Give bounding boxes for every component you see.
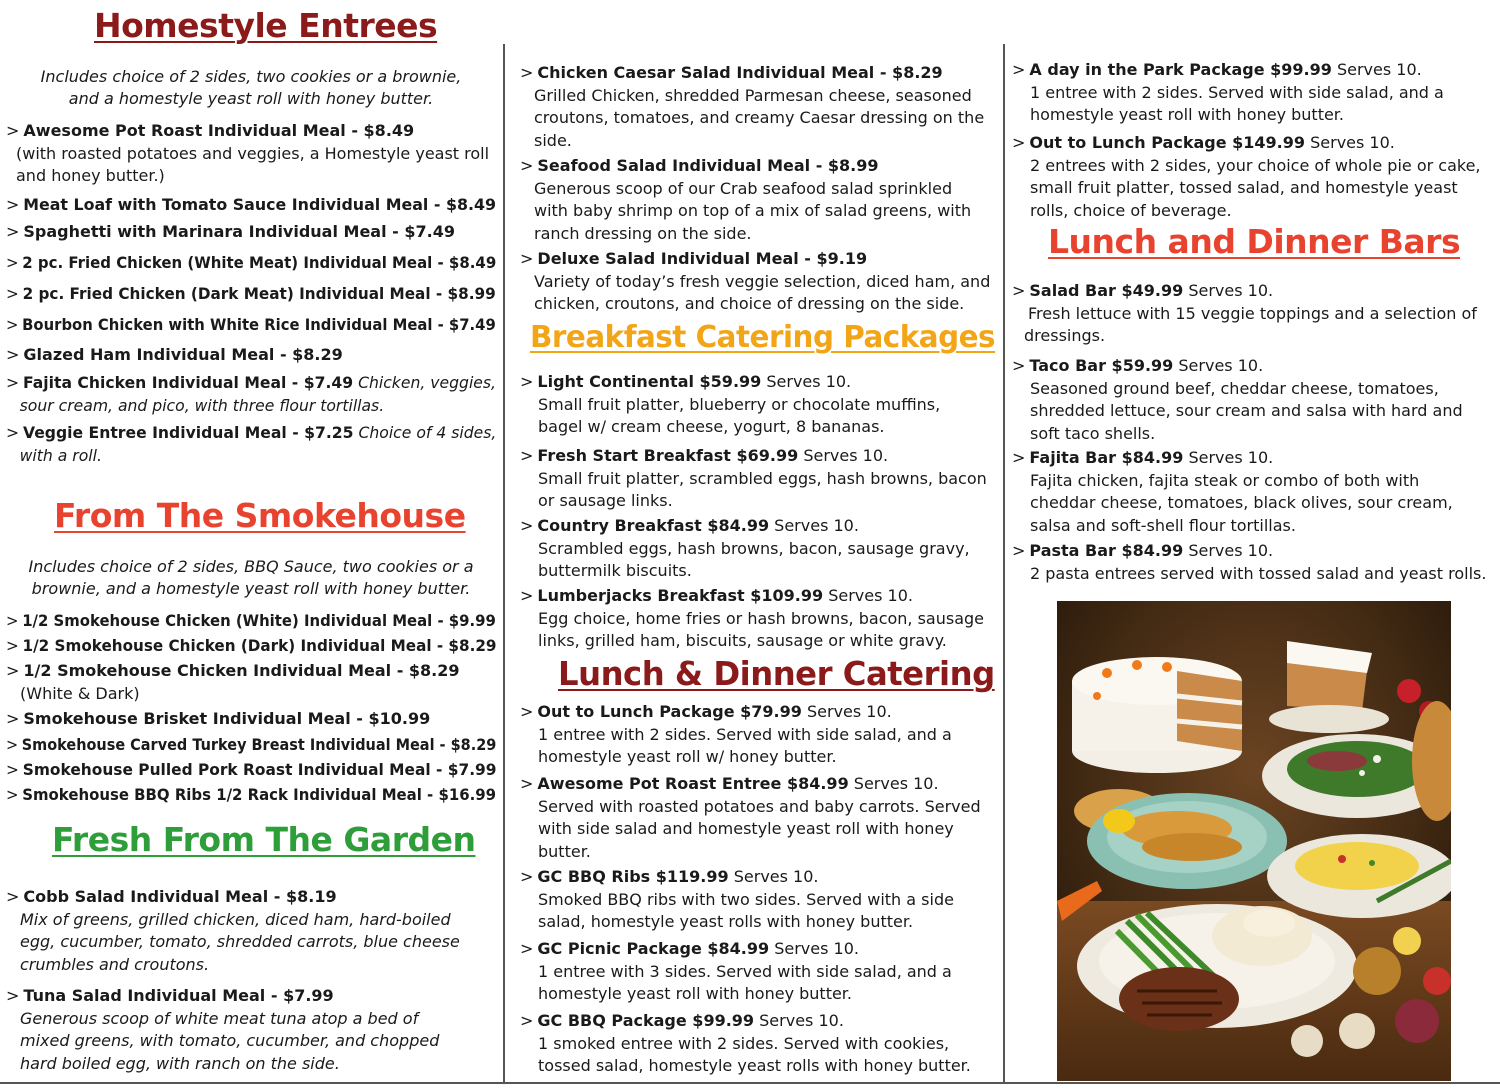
item-desc: mixed greens, with tomato, cucumber, and chopped: [20, 1031, 440, 1050]
column-divider-right: [1003, 44, 1005, 1084]
garden-item-cobb-salad: > Cobb Salad Individual Meal - $8.19 Mix of greens, grilled chicken, diced ham, hard-boiled egg, cucumber, tomato, shredded carrots, blue cheese crumbles and croutons.: [6, 886, 460, 976]
item-desc: Scrambled eggs, hash browns, bacon, sausage gravy,: [538, 538, 970, 558]
item-desc: Small fruit platter, scrambled eggs, hash browns, bacon: [538, 468, 987, 488]
smokehouse-item-pulled-pork: > Smokehouse Pulled Pork Roast Individual Meal - $7.99: [6, 760, 497, 779]
item-desc: sour cream, and pico, with three flour tortillas.: [19, 395, 385, 415]
homestyle-intro-line-1: Includes choice of 2 sides, two cookies or a brownie,: [40, 67, 462, 86]
item-name: Taco Bar $59.99: [1029, 356, 1174, 375]
item-desc: 2 entrees with 2 sides, your choice of whole pie or cake,: [1030, 155, 1481, 175]
homestyle-item-fajita-chicken: > Fajita Chicken Individual Meal - $7.49 Chicken, veggies, sour cream, and pico, with three flour tortillas.: [6, 372, 496, 417]
item-serves: Serves 10.: [1178, 356, 1264, 375]
homestyle-item-pot-roast: > Awesome Pot Roast Individual Meal - $8.49 (with roasted potatoes and veggies, a Homestyle yeast roll and honey butter.): [6, 120, 489, 188]
item-desc: chicken, croutons, and choice of dressing on the side.: [534, 294, 965, 313]
item-name: Fajita Chicken Individual Meal - $7.49: [22, 373, 354, 392]
item-name: 2 pc. Fried Chicken (White Meat) Individual Meal - $8.49: [22, 253, 497, 272]
item-name: Glazed Ham Individual Meal - $8.29: [23, 345, 343, 364]
item-desc: buttermilk biscuits.: [538, 561, 692, 580]
item-serves: Serves 10.: [1336, 60, 1422, 79]
item-serves: Serves 10.: [803, 446, 889, 465]
item-desc: 1 entree with 3 sides. Served with side salad, and a: [538, 961, 952, 981]
item-desc: crumbles and croutons.: [20, 954, 210, 974]
item-serves: Serves 10.: [774, 516, 859, 535]
smokehouse-item-ribs: > Smokehouse BBQ Ribs 1/2 Rack Individual Meal - $16.99: [6, 785, 497, 804]
item-serves: Serves 10.: [733, 867, 819, 886]
food-illustration: [1057, 601, 1451, 1081]
package-item-day-in-park: > A day in the Park Package $99.99 Serves 10. 1 entree with 2 sides. Served with side salad, and a homestyle yeast roll with honey butter.: [1012, 59, 1444, 127]
item-name: Salad Bar $49.99: [1029, 281, 1184, 300]
item-name: 2 pc. Fried Chicken (Dark Meat) Individual Meal - $8.99: [22, 284, 496, 303]
item-name: Chicken Caesar Salad Individual Meal - $8.29: [537, 63, 943, 82]
item-desc: Mix of greens, grilled chicken, diced ham, hard-boiled: [20, 909, 451, 929]
item-name: Spaghetti with Marinara Individual Meal - $7.49: [23, 222, 455, 241]
item-name: Out to Lunch Package $149.99: [1029, 133, 1306, 152]
homestyle-intro-line-2: and a homestyle yeast roll with honey butter.: [68, 89, 434, 108]
homestyle-item-bourbon-chicken: > Bourbon Chicken with White Rice Individual Meal - $7.49: [6, 315, 496, 334]
homestyle-item-glazed-ham: > Glazed Ham Individual Meal - $8.29: [6, 345, 343, 364]
item-desc: croutons, tomatoes, and creamy Caesar dressing on the: [534, 108, 985, 127]
item-name: Out to Lunch Package $79.99: [537, 702, 802, 721]
item-desc: ranch dressing on the side.: [534, 223, 752, 243]
smokehouse-item-chicken-dark: > 1/2 Smokehouse Chicken (Dark) Individual Meal - $8.29: [6, 636, 497, 655]
breakfast-item-fresh-start: > Fresh Start Breakfast $69.99 Serves 10. Small fruit platter, scrambled eggs, hash browns, bacon or sausage links.: [520, 445, 987, 513]
item-name: Country Breakfast $84.99: [537, 516, 770, 535]
garden-title: Fresh From The Garden: [52, 820, 476, 859]
smokehouse-item-chicken-white: > 1/2 Smokehouse Chicken (White) Individual Meal - $9.99: [6, 611, 496, 630]
bar-item-taco: > Taco Bar $59.99 Serves 10. Seasoned ground beef, cheddar cheese, tomatoes, shredded lettuce, sour cream and salsa with hard and soft taco shells.: [1012, 355, 1463, 445]
item-desc: butter.: [538, 841, 591, 861]
item-name: Awesome Pot Roast Entree $84.99: [537, 774, 849, 793]
item-name: Bourbon Chicken with White Rice Individual Meal - $7.49: [22, 315, 496, 334]
item-desc: Smoked BBQ ribs with two sides. Served with a side: [538, 889, 954, 909]
item-name: Seafood Salad Individual Meal - $8.99: [537, 156, 879, 175]
item-serves: Serves 10.: [1188, 281, 1274, 300]
salad-item-deluxe: > Deluxe Salad Individual Meal - $9.19 Variety of today’s fresh veggie selection, diced ham, and chicken, croutons, and choice of dressing on the side.: [520, 248, 990, 316]
item-desc-inline: Chicken, veggies,: [358, 373, 496, 392]
item-name: GC BBQ Package $99.99: [537, 1011, 755, 1030]
item-desc: Grilled Chicken, shredded Parmesan cheese, seasoned: [534, 85, 972, 105]
item-desc: 1 smoked entree with 2 sides. Served with cookies,: [538, 1033, 950, 1053]
bar-item-fajita: > Fajita Bar $84.99 Serves 10. Fajita chicken, fajita steak or combo of both with cheddar cheese, tomatoes, black olives, sour cream, salsa and soft-shell flour tortillas.: [1012, 447, 1453, 537]
smokehouse-item-chicken-mixed: > 1/2 Smokehouse Chicken Individual Meal - $8.29 (White & Dark): [6, 660, 460, 705]
item-desc: Served with roasted potatoes and baby carrots. Served: [538, 796, 981, 816]
item-serves: Serves 10.: [1310, 133, 1395, 152]
item-name: 1/2 Smokehouse Chicken (Dark) Individual Meal - $8.29: [22, 636, 497, 655]
item-name: Cobb Salad Individual Meal - $8.19: [23, 887, 337, 906]
item-desc: (White & Dark): [20, 683, 140, 703]
item-desc: egg, cucumber, tomato, shredded carrots, blue cheese: [20, 932, 460, 951]
package-item-out-to-lunch: > Out to Lunch Package $149.99 Serves 10. 2 entrees with 2 sides, your choice of whole pie or cake, small fruit platter, tossed salad, and homestyle yeast rolls, choice of beverage.: [1012, 132, 1481, 222]
item-name: Fresh Start Breakfast $69.99: [537, 446, 799, 465]
item-desc: homestyle yeast roll with honey butter.: [1030, 105, 1344, 124]
item-name: A day in the Park Package $99.99: [1029, 60, 1332, 79]
salad-item-seafood: > Seafood Salad Individual Meal - $8.99 Generous scoop of our Crab seafood salad sprinkled with baby shrimp on top of a mix of salad greens, with ranch dressing on the side.: [520, 155, 971, 245]
item-name: GC BBQ Ribs $119.99: [537, 867, 729, 886]
item-serves: Serves 10.: [766, 372, 852, 391]
item-name: Meat Loaf with Tomato Sauce Individual Meal - $8.49: [23, 195, 497, 214]
item-desc: with baby shrimp on top of a mix of salad greens, with: [534, 201, 972, 220]
item-desc: 1 entree with 2 sides. Served with side salad, and a: [1030, 82, 1444, 102]
item-name: 1/2 Smokehouse Chicken (White) Individual Meal - $9.99: [22, 611, 496, 630]
lunch-dinner-bars-title: Lunch and Dinner Bars: [1048, 222, 1461, 261]
item-desc: homestyle yeast roll w/ honey butter.: [538, 747, 837, 766]
item-desc: Variety of today’s fresh veggie selection, diced ham, and: [534, 271, 991, 291]
item-serves: Serves 10.: [806, 702, 892, 721]
item-desc: salsa and soft-shell flour tortillas.: [1030, 515, 1296, 535]
item-name: 1/2 Smokehouse Chicken Individual Meal - $8.29: [23, 661, 460, 680]
item-desc: soft taco shells.: [1030, 423, 1156, 443]
bar-item-salad: > Salad Bar $49.99 Serves 10. Fresh lettuce with 15 veggie toppings and a selection of dressings.: [1012, 280, 1477, 348]
item-name: Smokehouse Brisket Individual Meal - $10.99: [23, 709, 431, 728]
item-serves: Serves 10.: [1188, 541, 1274, 560]
item-name: Deluxe Salad Individual Meal - $9.19: [537, 249, 868, 268]
item-name: Fajita Bar $84.99: [1029, 448, 1184, 467]
item-desc: shredded lettuce, sour cream and salsa with hard and: [1030, 401, 1463, 420]
item-desc: cheddar cheese, tomatoes, black olives, sour cream,: [1030, 493, 1453, 512]
homestyle-item-fried-chicken-white: > 2 pc. Fried Chicken (White Meat) Individual Meal - $8.49: [6, 253, 497, 272]
item-desc: tossed salad, homestyle yeast rolls with honey butter.: [538, 1056, 971, 1075]
lunch-item-pot-roast: > Awesome Pot Roast Entree $84.99 Serves 10. Served with roasted potatoes and baby carrots. Served with side salad and homestyle yeast roll with honey butter.: [520, 773, 981, 863]
lunch-item-bbq-package: > GC BBQ Package $99.99 Serves 10. 1 smoked entree with 2 sides. Served with cookies, tossed salad, homestyle yeast rolls with honey butter.: [520, 1010, 971, 1078]
item-name: Tuna Salad Individual Meal - $7.99: [23, 986, 334, 1005]
item-desc: small fruit platter, tossed salad, and homestyle yeast: [1030, 178, 1458, 197]
item-name: Pasta Bar $84.99: [1029, 541, 1184, 560]
bar-item-pasta: > Pasta Bar $84.99 Serves 10. 2 pasta entrees served with tossed salad and yeast rolls.: [1012, 540, 1486, 585]
item-name: Smokehouse Carved Turkey Breast Individual Meal - $8.29: [21, 735, 497, 754]
homestyle-item-meat-loaf: > Meat Loaf with Tomato Sauce Individual Meal - $8.49: [6, 195, 497, 214]
smokehouse-item-brisket: > Smokehouse Brisket Individual Meal - $10.99: [6, 709, 431, 728]
item-desc: links, grilled ham, biscuits, sausage or white gravy.: [538, 631, 947, 650]
item-desc: with side salad and homestyle yeast roll with honey: [538, 819, 954, 838]
item-desc: Fajita chicken, fajita steak or combo of both with: [1030, 470, 1420, 490]
item-desc: 1 entree with 2 sides. Served with side salad, and a: [538, 724, 952, 744]
item-desc: Fresh lettuce with 15 veggie toppings and a selection of: [1028, 303, 1477, 323]
item-desc: or sausage links.: [538, 491, 673, 510]
item-desc: Generous scoop of our Crab seafood salad sprinkled: [534, 178, 953, 198]
item-desc: Small fruit platter, blueberry or chocolate muffins,: [538, 394, 941, 414]
item-name: GC Picnic Package $84.99: [537, 939, 770, 958]
salad-item-chicken-caesar: > Chicken Caesar Salad Individual Meal - $8.29 Grilled Chicken, shredded Parmesan cheese, seasoned croutons, tomatoes, and creamy Caesar dressing on the side.: [520, 62, 984, 152]
item-name: Smokehouse Pulled Pork Roast Individual Meal - $7.99: [22, 760, 497, 779]
item-name: Light Continental $59.99: [537, 372, 762, 391]
item-desc: salad, homestyle yeast rolls with honey butter.: [538, 912, 914, 931]
item-desc: Seasoned ground beef, cheddar cheese, tomatoes,: [1030, 378, 1439, 398]
lunch-item-picnic: > GC Picnic Package $84.99 Serves 10. 1 entree with 3 sides. Served with side salad, and a homestyle yeast roll with honey butter.: [520, 938, 952, 1006]
item-name: Lumberjacks Breakfast $109.99: [537, 586, 824, 605]
food-photo: [1057, 601, 1451, 1081]
smokehouse-intro-line-1: Includes choice of 2 sides, BBQ Sauce, two cookies or a: [28, 557, 474, 576]
garden-item-tuna-salad: > Tuna Salad Individual Meal - $7.99 Generous scoop of white meat tuna atop a bed of mixed greens, with tomato, cucumber, and chopped hard boiled egg, with ranch on the side.: [6, 985, 439, 1075]
item-desc: side.: [534, 130, 572, 150]
item-desc: with a roll.: [19, 445, 102, 465]
breakfast-title: Breakfast Catering Packages: [530, 320, 996, 355]
item-name: Veggie Entree Individual Meal - $7.25: [22, 423, 354, 442]
column-divider-left: [503, 44, 505, 1084]
breakfast-item-lumberjacks: > Lumberjacks Breakfast $109.99 Serves 10. Egg choice, home fries or hash browns, bacon, sausage links, grilled ham, biscuits, sausage or white gravy.: [520, 585, 984, 653]
item-serves: Serves 10.: [853, 774, 939, 793]
homestyle-item-fried-chicken-dark: > 2 pc. Fried Chicken (Dark Meat) Individual Meal - $8.99: [6, 284, 496, 303]
item-serves: Serves 10.: [1188, 448, 1274, 467]
breakfast-item-country: > Country Breakfast $84.99 Serves 10. Scrambled eggs, hash browns, bacon, sausage gravy, buttermilk biscuits.: [520, 515, 970, 583]
item-desc: Egg choice, home fries or hash browns, bacon, sausage: [538, 608, 985, 628]
smokehouse-item-turkey: > Smokehouse Carved Turkey Breast Individual Meal - $8.29: [6, 735, 497, 754]
smokehouse-intro-line-2: brownie, and a homestyle yeast roll with honey butter.: [31, 579, 471, 598]
item-desc: 2 pasta entrees served with tossed salad and yeast rolls.: [1030, 563, 1487, 583]
item-desc: bagel w/ cream cheese, yogurt, 8 bananas.: [538, 417, 885, 436]
item-serves: Serves 10.: [828, 586, 913, 605]
smokehouse-title: From The Smokehouse: [54, 496, 466, 535]
item-name: Awesome Pot Roast Individual Meal - $8.49: [23, 121, 415, 140]
item-desc: dressings.: [1024, 326, 1106, 345]
item-desc-inline: Choice of 4 sides,: [358, 423, 497, 442]
lunch-item-out-to-lunch: > Out to Lunch Package $79.99 Serves 10. 1 entree with 2 sides. Served with side salad, and a homestyle yeast roll w/ honey butter.: [520, 701, 952, 769]
item-serves: Serves 10.: [774, 939, 859, 958]
item-desc: homestyle yeast roll with honey butter.: [538, 984, 852, 1003]
item-desc: (with roasted potatoes and veggies, a Homestyle yeast roll: [16, 143, 490, 163]
homestyle-item-veggie-entree: > Veggie Entree Individual Meal - $7.25 Choice of 4 sides, with a roll.: [6, 422, 496, 467]
item-name: Smokehouse BBQ Ribs 1/2 Rack Individual Meal - $16.99: [22, 785, 497, 804]
lunch-item-bbq-ribs: > GC BBQ Ribs $119.99 Serves 10. Smoked BBQ ribs with two sides. Served with a side salad, homestyle yeast rolls with honey butter.: [520, 866, 954, 934]
bottom-rule: [0, 1082, 1500, 1084]
homestyle-item-spaghetti: > Spaghetti with Marinara Individual Meal - $7.49: [6, 222, 455, 241]
homestyle-entrees-title: Homestyle Entrees: [94, 6, 438, 45]
item-desc: and honey butter.): [16, 166, 165, 185]
item-desc: Generous scoop of white meat tuna atop a bed of: [20, 1008, 419, 1028]
item-desc: hard boiled egg, with ranch on the side.: [20, 1053, 340, 1073]
item-desc: rolls, choice of beverage.: [1030, 200, 1232, 220]
breakfast-item-light-continental: > Light Continental $59.99 Serves 10. Small fruit platter, blueberry or chocolate muffins, bagel w/ cream cheese, yogurt, 8 bananas.: [520, 371, 940, 439]
item-serves: Serves 10.: [759, 1011, 844, 1030]
lunch-dinner-catering-title: Lunch & Dinner Catering: [558, 654, 995, 693]
